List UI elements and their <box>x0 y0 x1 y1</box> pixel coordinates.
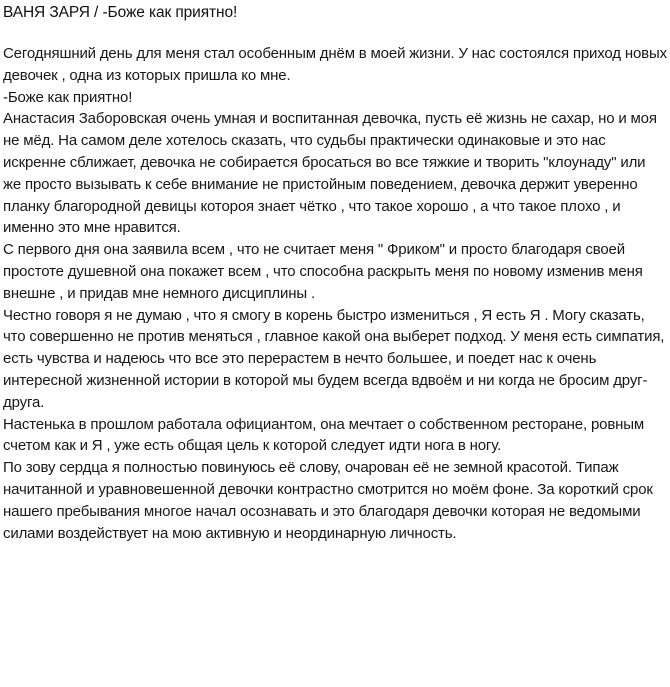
paragraph: Анастасия Заборовская очень умная и воспитанная девочка, пусть её жизнь не сахар, но и моя не мёд. На самом деле хотелось сказать, что судьбы практически одинаковые и это нас искренне сближает, девочка не собирается бросаться во все тяжкие и творить "клоунаду" или же просто вызывать к себе внимание не пристойным поведением, девочка держит уверенно планку благородной девицы котороя знает чётко , что такое хорошо , а что такое плохо , и именно это мне нравится. <box>3 110 657 237</box>
paragraph: С первого дня она заявила всем , что не считает меня " Фриком" и просто благодаря своей простоте душевной она покажет всем , что способна раскрыть меня по новому изменив меня внешне , и придав мне немного дисциплины . <box>3 241 643 302</box>
paragraph: Честно говоря я не думаю , что я смогу в корень быстро измениться , Я есть Я . Могу сказать, что совершенно не против меняться , главное какой она выберет подход. У меня есть симпатия, есть чувства и надеюсь что все это перерастем в нечто большее, и поедет нас к очень интересной жизненной истории в которой мы будем всегда вдвоём и ни когда не бросим друг-друга. <box>3 306 665 411</box>
paragraph: Сегодняшний день для меня стал особенным днём в моей жизни. У нас состоялся приход новых девочек , одна из которых пришла ко мне. <box>3 45 667 84</box>
paragraph: По зову сердца я полностью повинуюсь её слову, очарован её не земной красотой. Типаж начитанной и уравновешенной девочки контрастно смотрится но моём фоне. За короткий срок нашего пребывания многое начал осознавать и это благодаря девочки которая не ведомыми силами воздействует на мою активную и неординарную личность. <box>3 459 653 542</box>
page-title: ВАНЯ ЗАРЯ / -Боже как приятно! <box>3 4 238 21</box>
paragraph: -Боже как приятно! <box>3 88 133 106</box>
article-body <box>3 43 667 544</box>
paragraph: Настенька в прошлом работала официантом, она мечтает о собственном ресторане, ровным счетом как и Я , уже есть общая цель к которой следует идти нога в ногу. <box>3 415 645 455</box>
